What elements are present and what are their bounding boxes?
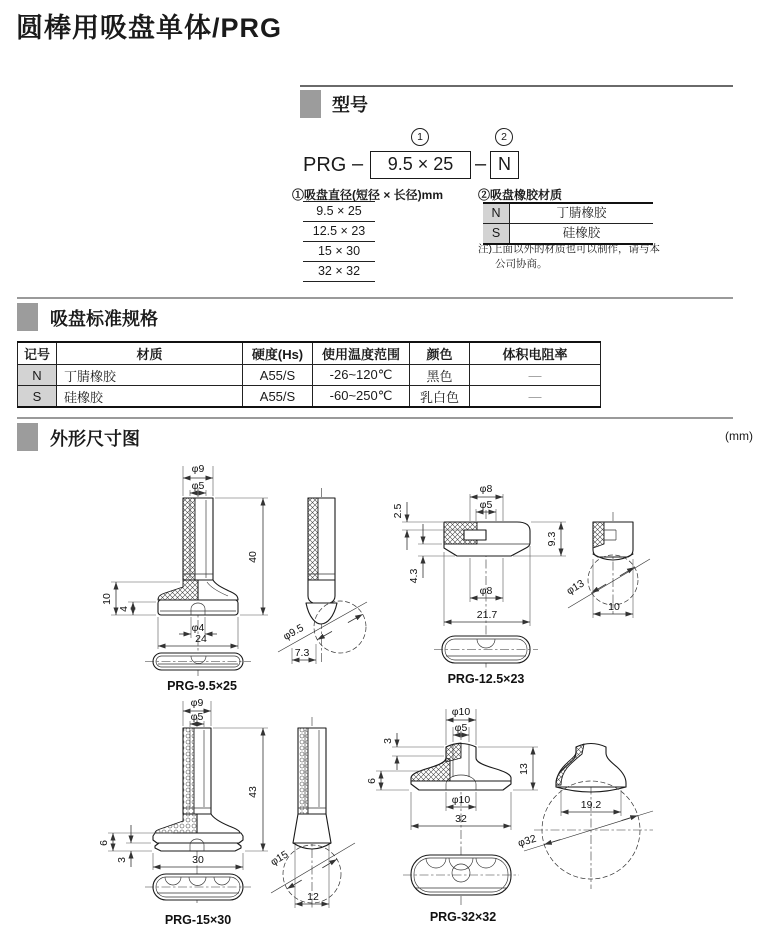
section-marker	[17, 303, 38, 331]
cell-temp: -26~120℃	[313, 365, 410, 386]
size-row: 9.5 × 25	[303, 201, 375, 221]
dim-label: 3	[116, 857, 128, 863]
section-marker	[300, 90, 321, 118]
dim-label: φ5	[454, 722, 468, 734]
drawing-prg-9-5x25	[95, 450, 385, 695]
dim-label: 13	[518, 763, 530, 775]
front-view	[101, 463, 268, 676]
dim-label: 7.3	[294, 647, 310, 659]
material-note-line1: 注)上面以外的材质也可以制作，请与本	[478, 243, 660, 255]
cell-material: 硅橡胶	[57, 386, 243, 408]
code-size-box: 9.5 × 25	[370, 151, 471, 179]
spec-section-heading: 吸盘标准规格	[50, 309, 158, 329]
dim-label: 6	[98, 840, 110, 846]
code-dash-2: –	[475, 153, 487, 175]
bottom-view	[434, 636, 538, 663]
bottom-view	[403, 855, 519, 895]
section-divider	[17, 417, 733, 419]
cell-material: 丁腈橡胶	[57, 365, 243, 386]
col-header: 使用温度范围	[313, 342, 410, 365]
spec-table	[17, 341, 601, 408]
dim-label: φ5	[191, 480, 205, 492]
material-table-title: ②吸盘橡胶材质	[478, 188, 563, 202]
page-title: 圆棒用吸盘单体/PRG	[16, 13, 283, 43]
drawing-prg-12-5x23	[380, 452, 680, 695]
front-view	[98, 697, 268, 903]
dim-label: 9.3	[546, 531, 558, 547]
code-dash-1: –	[352, 153, 364, 175]
code-badge-1: 1	[411, 128, 429, 146]
dim-label: 43	[247, 786, 259, 798]
cell-temp: -60~250℃	[313, 386, 410, 408]
model-section-heading: 型号	[332, 95, 368, 115]
material-row	[483, 223, 653, 243]
spec-header-row	[18, 342, 601, 365]
material-code: S	[483, 224, 510, 243]
dim-label: φ13	[564, 577, 587, 598]
size-row: 12.5 × 23	[303, 221, 375, 241]
side-view	[268, 717, 355, 909]
cell-code: S	[18, 386, 57, 408]
dim-label: 32	[455, 813, 467, 825]
dimension-section-heading: 外形尺寸图	[50, 429, 140, 449]
bottom-view	[145, 653, 251, 670]
dim-label: φ5	[190, 711, 204, 723]
code-material-box: N	[490, 151, 519, 179]
side-view	[517, 744, 653, 890]
dim-label: 24	[195, 633, 207, 645]
dim-label: 4	[118, 606, 130, 612]
drawing-prg-32x32	[366, 697, 676, 940]
drawing-prg-15x30	[95, 697, 385, 940]
table-row	[18, 365, 601, 386]
size-table-title: ①吸盘直径(短径 × 长径)mm	[292, 188, 444, 202]
col-header: 颜色	[410, 342, 470, 365]
section-marker	[17, 423, 38, 451]
drawing-label: PRG-9.5×25	[167, 679, 237, 693]
dim-label: φ4	[191, 622, 205, 634]
col-header: 材质	[57, 342, 243, 365]
material-note	[478, 242, 668, 272]
drawing-label: PRG-12.5×23	[447, 672, 525, 686]
col-header: 记号	[18, 342, 57, 365]
material-name: 硅橡胶	[562, 226, 601, 240]
material-note-line2: 公司协商。	[495, 258, 548, 271]
dim-label: φ9	[190, 697, 204, 709]
dim-label: 10	[608, 601, 620, 613]
material-table	[483, 202, 653, 245]
cell-color: 黑色	[410, 365, 470, 386]
dim-label: φ10	[451, 794, 471, 806]
dim-label: φ9.5	[281, 621, 306, 643]
cell-resistivity: —	[470, 386, 601, 408]
drawing-label: PRG-32×32	[429, 910, 497, 924]
material-code: N	[483, 204, 510, 223]
dim-label: 3	[382, 738, 394, 744]
dim-label: φ10	[451, 706, 471, 718]
drawing-label: PRG-15×30	[164, 913, 232, 927]
dim-label: φ8	[479, 585, 493, 597]
cell-resistivity: —	[470, 365, 601, 386]
size-table	[303, 201, 375, 282]
dim-label: 4.3	[408, 568, 420, 584]
section-divider	[17, 297, 733, 299]
col-header: 硬度(Hs)	[243, 342, 313, 365]
unit-note: (mm)	[725, 429, 753, 443]
col-header: 体积电阻率	[470, 342, 601, 365]
dim-label: φ15	[268, 848, 291, 869]
cell-hardness: A55/S	[243, 386, 313, 408]
dim-label: 2.5	[392, 503, 404, 519]
cell-code: N	[18, 365, 57, 386]
material-name: 丁腈橡胶	[556, 206, 607, 220]
section-divider	[300, 85, 733, 87]
bottom-view	[145, 874, 251, 900]
dim-label: φ9	[191, 463, 205, 475]
material-row	[483, 204, 653, 223]
dim-label: 19.2	[580, 799, 602, 811]
side-view	[278, 488, 367, 664]
dim-label: 30	[192, 854, 204, 866]
dim-label: φ32	[516, 832, 538, 850]
table-row	[18, 386, 601, 408]
dim-label: 21.7	[476, 609, 498, 621]
side-view	[564, 512, 650, 618]
dim-label: 40	[247, 551, 259, 563]
code-prefix: PRG	[303, 154, 347, 176]
code-badge-2: 2	[495, 128, 513, 146]
dim-label: φ8	[479, 483, 493, 495]
cell-hardness: A55/S	[243, 365, 313, 386]
size-row: 32 × 32	[303, 261, 375, 282]
dim-label: 10	[101, 593, 113, 605]
dim-label: φ5	[479, 499, 493, 511]
dim-label: 12	[307, 891, 319, 903]
cell-color: 乳白色	[410, 386, 470, 408]
size-row: 15 × 30	[303, 241, 375, 261]
dim-label: 6	[366, 778, 378, 784]
